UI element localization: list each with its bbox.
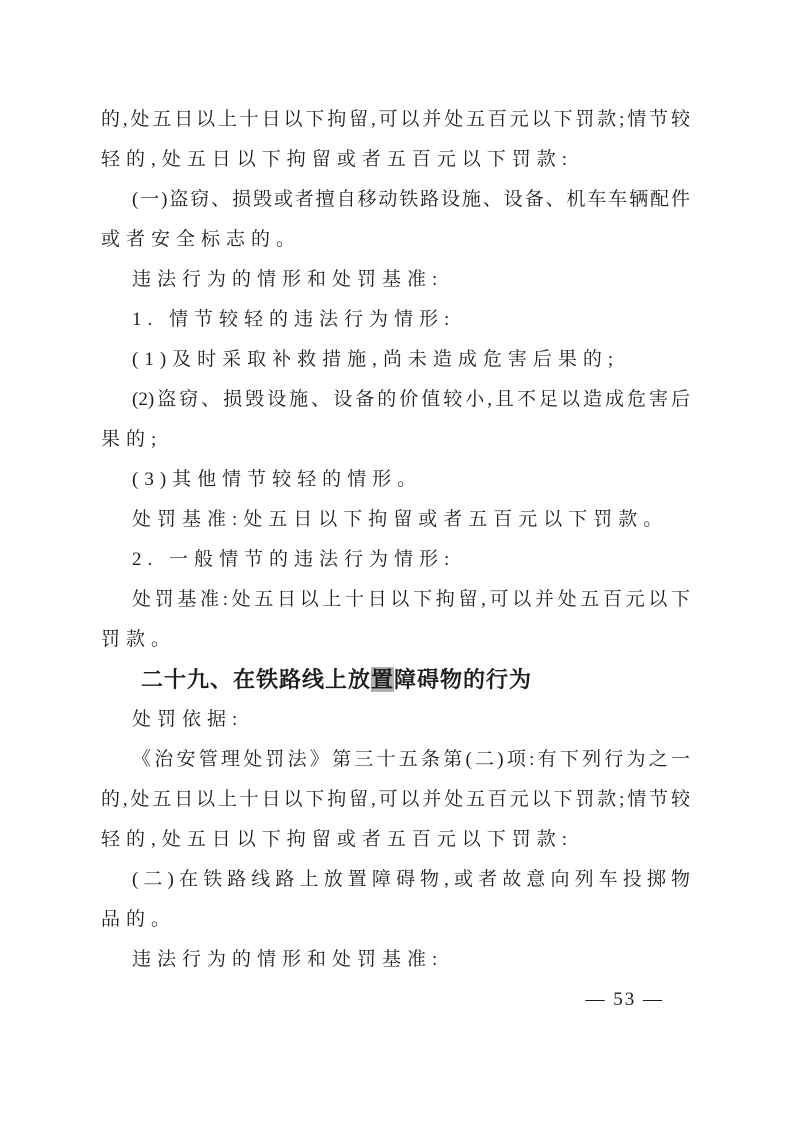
text-line: 处罚基准:处五日以下拘留或者五百元以下罚款。 (132, 509, 669, 530)
text-line: (1)及时采取补救措施,尚未造成危害后果的; (132, 349, 620, 370)
text-line: 的,处五日以上十日以下拘留,可以并处五百元以下罚款;情节较 (101, 789, 690, 810)
text-line: 违法行为的情形和处罚基准: (132, 269, 444, 290)
heading-text-pre: 二十九、在铁路线上放 (141, 667, 372, 692)
text-line: 1. 情节较轻的违法行为情形: (132, 309, 456, 330)
text-line: 或者安全标志的。 (101, 229, 302, 250)
text-line: (二)在铁路线路上放置障碍物,或者故意向列车投掷物 (132, 869, 690, 890)
highlighted-char: 置 (371, 667, 395, 692)
text-line: 处罚基准:处五日以上十日以下拘留,可以并处五百元以下 (132, 589, 690, 610)
text-line: (3)其他情节较轻的情形。 (132, 469, 423, 490)
page-number: — 53 — (585, 989, 664, 1010)
text-line: (2)盗窃、损毁设施、设备的价值较小,且不足以造成危害后 (132, 389, 690, 410)
heading-text-post: 障碍物的行为 (394, 667, 533, 692)
text-line: 处罚依据: (132, 709, 244, 730)
text-line: 品的。 (101, 909, 177, 930)
text-line: 《治安管理处罚法》第三十五条第(二)项:有下列行为之一 (132, 749, 690, 770)
text-line: 违法行为的情形和处罚基准: (132, 949, 444, 970)
text-line: 2. 一般情节的违法行为情形: (132, 549, 456, 570)
document-body (101, 100, 690, 1020)
text-line: 轻的,处五日以下拘留或者五百元以下罚款: (101, 829, 574, 850)
section-heading (101, 660, 690, 700)
text-line: 罚款。 (101, 629, 177, 650)
text-line: 的,处五日以上十日以下拘留,可以并处五百元以下罚款;情节较 (101, 109, 690, 130)
text-line: 果的; (101, 429, 163, 450)
lines-container (101, 100, 690, 980)
text-line: 轻的,处五日以下拘留或者五百元以下罚款: (101, 149, 574, 170)
text-line: (一)盗窃、损毁或者擅自移动铁路设施、设备、机车车辆配件 (132, 189, 690, 210)
